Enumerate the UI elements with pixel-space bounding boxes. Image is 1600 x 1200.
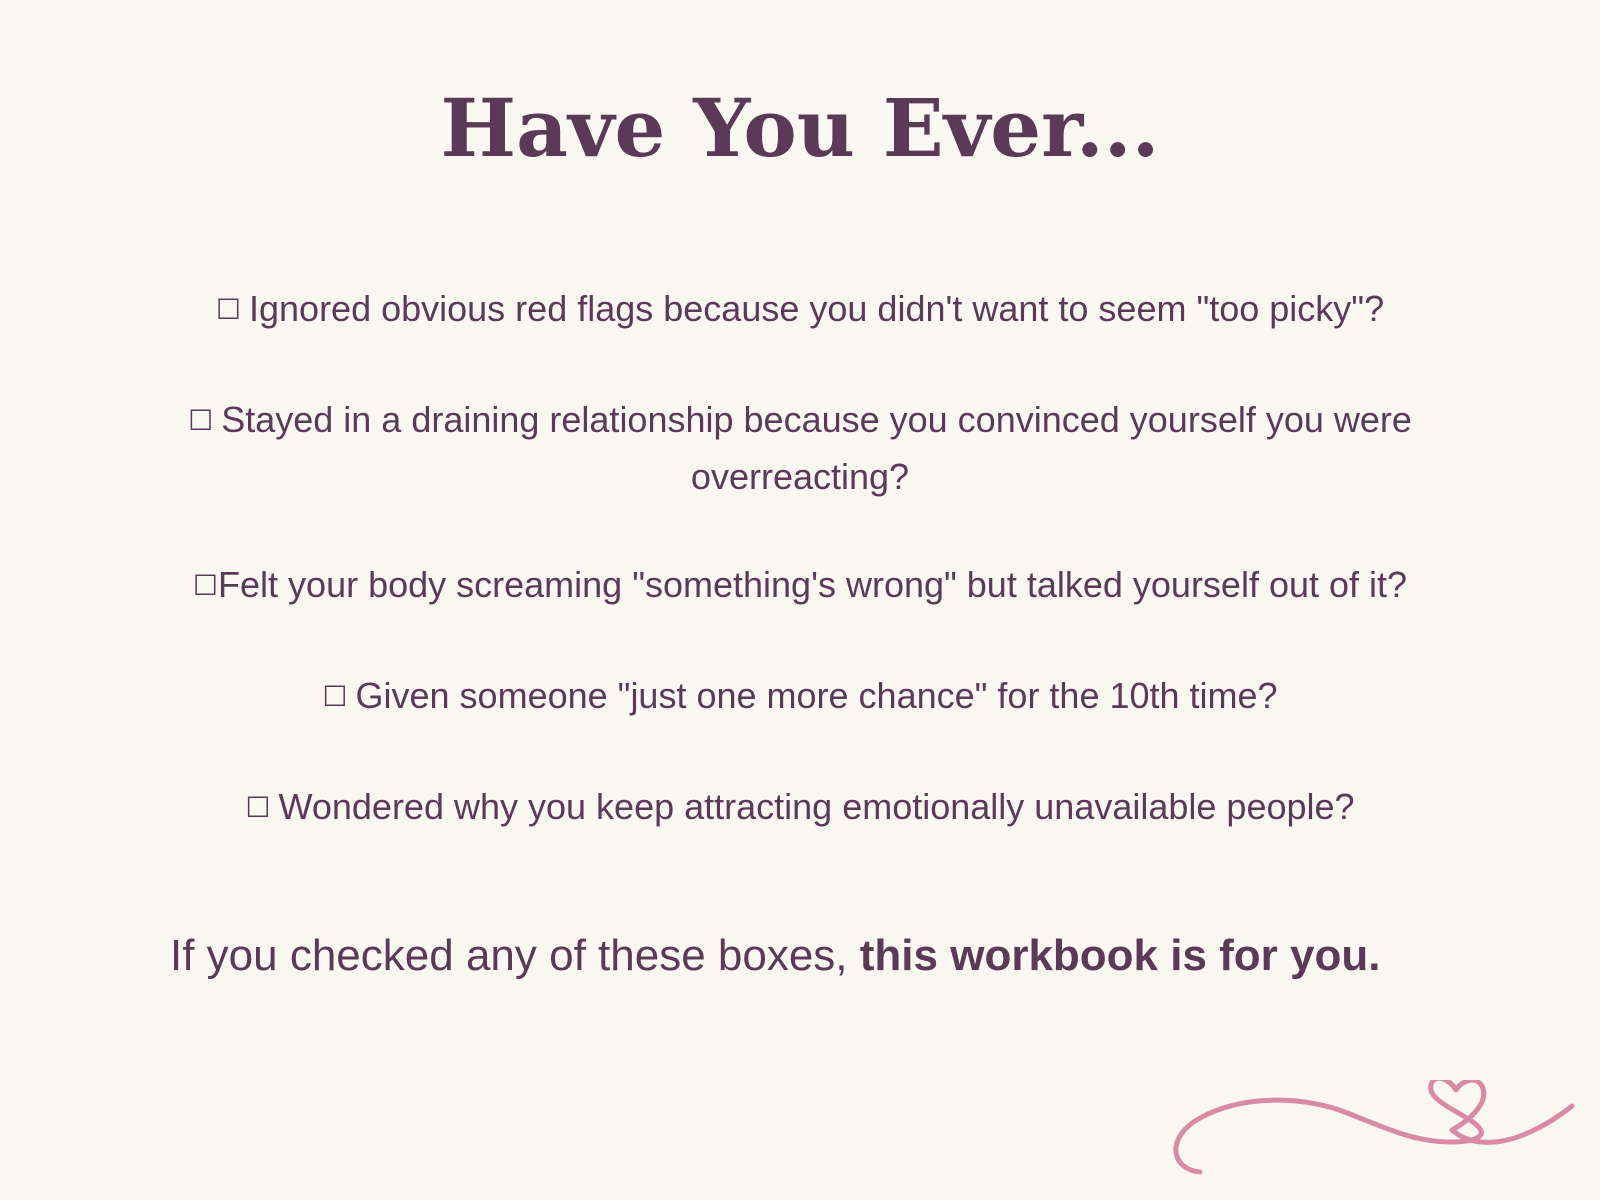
checkbox-icon[interactable]: ☐	[322, 680, 348, 713]
checkbox-icon[interactable]: ☐	[245, 791, 271, 824]
checklist-item	[140, 780, 1460, 837]
page-title: Have You Ever...	[440, 81, 1160, 175]
checklist	[140, 282, 1460, 891]
checklist-item	[140, 669, 1460, 726]
checklist-item-text: Felt your body screaming "something's wrong" but talked yourself out of it?	[218, 564, 1408, 605]
checklist-item	[140, 558, 1460, 615]
checklist-item	[140, 393, 1460, 504]
heart-flourish-icon	[1170, 1080, 1580, 1190]
checklist-item-text: Given someone "just one more chance" for the 10th time?	[355, 675, 1278, 716]
closing-emphasis: this workbook is for you.	[859, 931, 1381, 980]
closing-lead: If you checked any of these boxes,	[170, 931, 860, 980]
checkbox-icon[interactable]: ☐	[188, 404, 214, 437]
checklist-item	[140, 282, 1460, 339]
checklist-item-text: Stayed in a draining relationship because you convinced yourself you were overreacting?	[221, 399, 1412, 497]
checkbox-icon[interactable]: ☐	[192, 569, 219, 602]
checkbox-icon[interactable]: ☐	[215, 293, 241, 326]
checklist-item-text: Wondered why you keep attracting emotionally unavailable people?	[278, 786, 1355, 827]
checklist-item-text: Ignored obvious red flags because you didn't want to seem "too picky"?	[249, 288, 1385, 329]
closing-statement	[170, 930, 1380, 983]
flourish-stroke	[1176, 1080, 1572, 1172]
